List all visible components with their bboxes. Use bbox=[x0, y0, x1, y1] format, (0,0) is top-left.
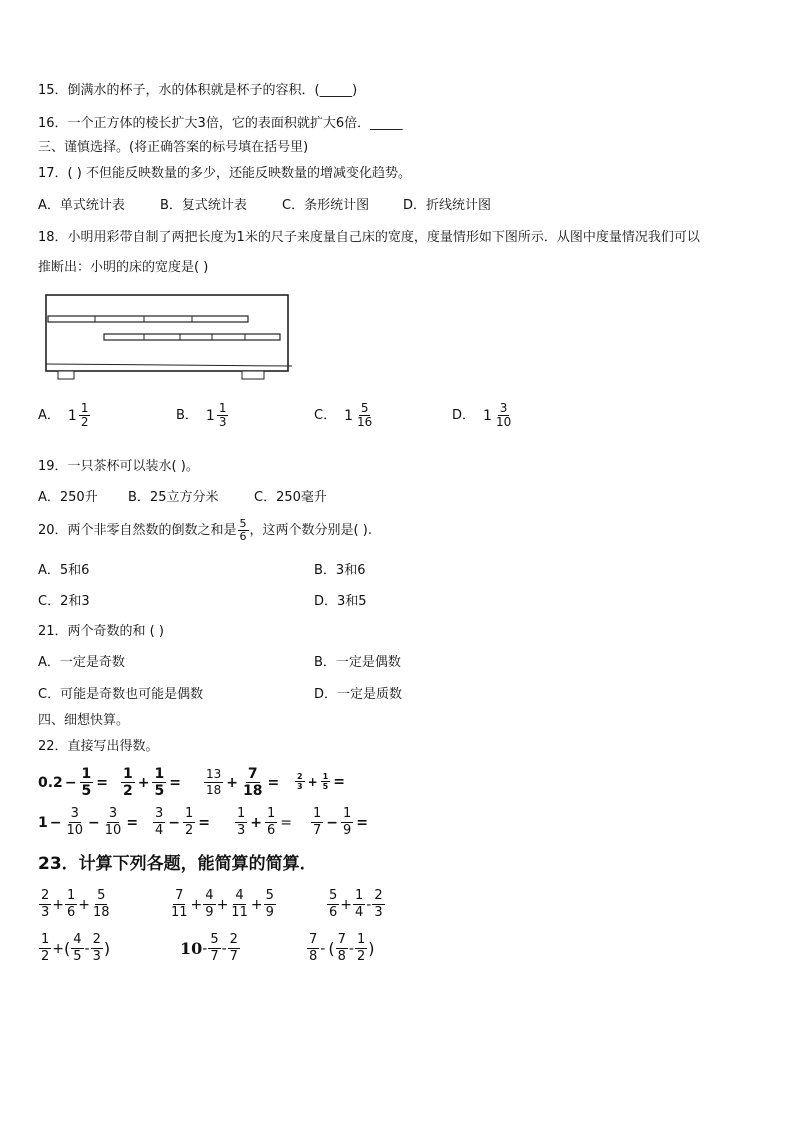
section-3-heading: 三、谨慎选择。(将正确答案的标号填在括号里) bbox=[38, 140, 309, 155]
q20-option-c[interactable]: C．2和3 bbox=[38, 594, 90, 609]
calc23-b: $\frac{7}{11}$ + $\frac{4}{9}$ + $\frac{4}{11}$ + $\frac{5}{9}$ bbox=[171, 888, 274, 920]
question-15: 15．倒满水的杯子，水的体积就是杯子的容积．(_____) bbox=[38, 83, 358, 98]
question-17: 17．( ) 不但能反映数量的多少，还能反映数量的增减变化趋势。 bbox=[38, 166, 411, 181]
calc-r2c1: 1 − $\frac{3}{10}$ − $\frac{3}{10}$ = bbox=[38, 806, 139, 838]
calc23-e: 10 - $\frac{5}{7}$ - $\frac{2}{7}$ bbox=[180, 932, 238, 964]
question-23: 23．计算下列各题，能简算的简算． bbox=[38, 854, 317, 874]
calc-r2c4: $\frac{1}{7}$ − $\frac{1}{9}$ = bbox=[313, 806, 369, 838]
q19-option-a[interactable]: A．250升 bbox=[38, 490, 98, 505]
calc-r2c3: $\frac{1}{3}$ + $\frac{1}{6}$ = bbox=[237, 806, 293, 838]
q19-option-b[interactable]: B．25立方分米 bbox=[128, 490, 219, 505]
calc-r1c4: $\frac{2}{3}$ + $\frac{1}{5}$ = bbox=[297, 772, 345, 791]
q21-option-c[interactable]: C．可能是奇数也可能是偶数 bbox=[38, 687, 204, 702]
q18-option-d[interactable]: D． 1 $\frac{3}{10}$ bbox=[452, 401, 512, 429]
q21-option-a[interactable]: A．一定是奇数 bbox=[38, 655, 125, 670]
question-18-line1: 18．小明用彩带自制了两把长度为1米的尺子来度量自己床的宽度，度量情形如下图所示．从图中度量情况我们可以 bbox=[38, 230, 700, 245]
calc-r2c2: $\frac{3}{4}$ − $\frac{1}{2}$ = bbox=[155, 806, 211, 838]
q17-option-d[interactable]: D．折线统计图 bbox=[403, 198, 492, 213]
q17-option-b[interactable]: B．复式统计表 bbox=[160, 198, 247, 213]
q18-option-c[interactable]: C． 1 $\frac{5}{16}$ bbox=[314, 401, 373, 429]
calc-r1c1: 0.2 − $\frac{1}{5}$ = bbox=[38, 766, 109, 799]
q20-option-a[interactable]: A．5和6 bbox=[38, 563, 90, 578]
q20-option-d[interactable]: D．3和5 bbox=[314, 594, 367, 609]
question-18-line2: 推断出：小明的床的宽度是( ) bbox=[38, 260, 209, 275]
q17-option-a[interactable]: A．单式统计表 bbox=[38, 198, 125, 213]
calc-r1c2: $\frac{1}{2}$ + $\frac{1}{5}$ = bbox=[123, 766, 181, 799]
calc-r1c3: $\frac{13}{18}$ + $\frac{7}{18}$ = bbox=[206, 766, 280, 799]
section-4-heading: 四、细想快算。 bbox=[38, 713, 130, 728]
q17-option-c[interactable]: C．条形统计图 bbox=[282, 198, 370, 213]
question-16: 16．一个正方体的棱长扩大3倍，它的表面积就扩大6倍．_____ bbox=[38, 116, 403, 131]
q21-option-d[interactable]: D．一定是质数 bbox=[314, 687, 403, 702]
calc23-c: $\frac{5}{6}$ + $\frac{1}{4}$ - $\frac{2}{3}$ bbox=[329, 888, 383, 920]
calc23-d: $\frac{1}{2}$ + ( $\frac{4}{5}$ - $\frac{2}{3}$ ) bbox=[41, 932, 111, 964]
calc23-f: $\frac{7}{8}$ - ( $\frac{7}{8}$ - $\frac{1}{2}$ ) bbox=[309, 932, 375, 964]
bed-measurement-figure bbox=[40, 292, 300, 384]
q19-option-c[interactable]: C．250毫升 bbox=[254, 490, 327, 505]
question-21: 21．两个奇数的和 ( ) bbox=[38, 624, 164, 639]
q21-option-b[interactable]: B．一定是偶数 bbox=[314, 655, 401, 670]
question-22: 22．直接写出得数。 bbox=[38, 739, 159, 754]
calc23-a: $\frac{2}{3}$ + $\frac{1}{6}$ + $\frac{5}{18}$ bbox=[41, 888, 110, 920]
question-20: 20．两个非零自然数的倒数之和是 $\frac{5}{6}$ ，这两个数分别是( ). bbox=[38, 517, 372, 543]
question-19: 19．一只茶杯可以装水( )。 bbox=[38, 459, 199, 474]
q20-option-b[interactable]: B．3和6 bbox=[314, 563, 366, 578]
q18-option-b[interactable]: B． 1 $\frac{1}{3}$ bbox=[176, 401, 227, 429]
q18-option-a[interactable]: A． 1 $\frac{1}{2}$ bbox=[38, 401, 89, 429]
